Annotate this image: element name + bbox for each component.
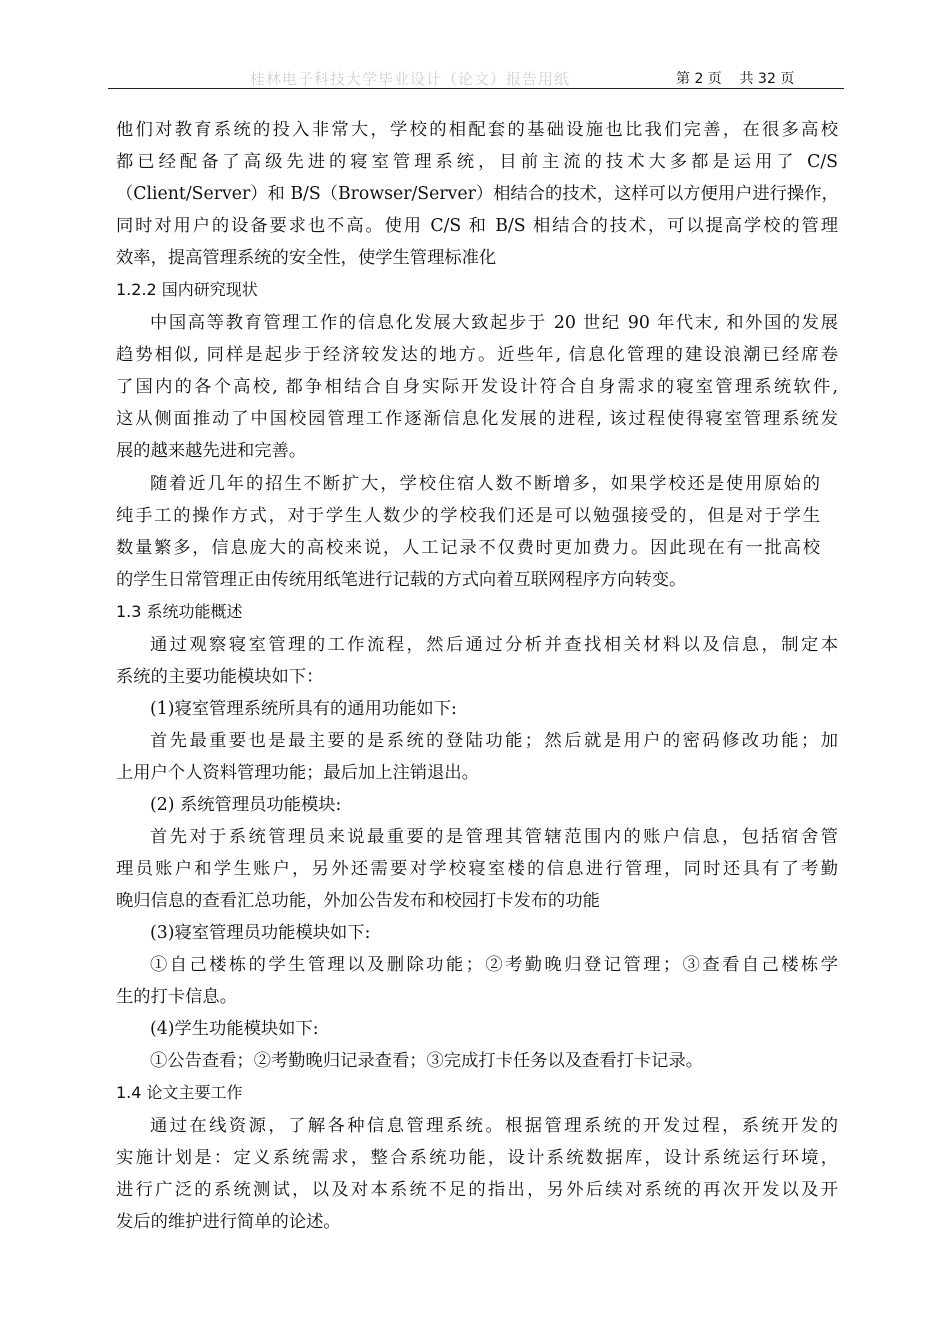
list-item-title: (1)寝室管理系统所具有的通用功能如下:	[150, 699, 457, 719]
text-line: 同时对用户的设备要求也不高。使用 C/S 和 B/S 相结合的技术，可以提高学校的管理	[116, 216, 838, 236]
text-line: 纯手工的操作方式，对于学生人数少的学校我们还是可以勉强接受的，但是对于学生	[116, 506, 820, 526]
text-line: 上用户个人资料管理功能；最后加上注销退出。	[116, 763, 479, 783]
text-line: 系统的主要功能模块如下：	[116, 667, 324, 687]
list-item-title: (2) 系统管理员功能模块:	[150, 795, 342, 815]
text-line: 实施计划是：定义系统需求，整合系统功能，设计系统数据库，设计系统运行环境，	[116, 1148, 838, 1168]
text-line: 首先最重要也是最主要的是系统的登陆功能；然后就是用户的密码修改功能；加	[150, 731, 838, 751]
text-line: 趋势相似, 同样是起步于经济较发达的地方。近些年, 信息化管理的建设浪潮已经席卷	[116, 345, 838, 365]
text-line: 首先对于系统管理员来说最重要的是管理其管辖范围内的账户信息，包括宿舍管	[150, 827, 838, 847]
text-line: 随着近几年的招生不断扩大，学校住宿人数不断增多，如果学校还是使用原始的	[150, 474, 820, 494]
text-line: 展的越来越先进和完善。	[116, 441, 307, 461]
text-line: 效率，提高管理系统的安全性，使学生管理标准化	[116, 248, 497, 268]
header-school-title: 桂林电子科技大学毕业设计（论文）报告用纸	[250, 70, 571, 88]
text-line: 了国内的各个高校, 都争相结合自身实际开发设计符合自身需求的寝室管理系统软件,	[116, 377, 838, 397]
text-line: 的学生日常管理正由传统用纸笔进行记载的方式向着互联网程序方向转变。	[116, 570, 687, 590]
text-line: 通过在线资源，了解各种信息管理系统。根据管理系统的开发过程，系统开发的	[150, 1116, 838, 1136]
text-line: （Client/Server）和 B/S（Browser/Server）相结合的技术，这样可以方便用户进行操作，	[116, 184, 839, 204]
text-line: ①自己楼栋的学生管理以及删除功能；②考勤晚归登记管理；③查看自己楼栋学	[150, 955, 838, 975]
text-line: 通过观察寝室管理的工作流程，然后通过分析并查找相关材料以及信息，制定本	[150, 635, 838, 655]
section-heading-1-2-2: 1.2.2 国内研究现状	[116, 280, 258, 299]
section-heading-1-3: 1.3 系统功能概述	[116, 602, 243, 621]
header-page-info: 第 2 页 共 32 页	[676, 71, 795, 87]
text-line: 晚归信息的查看汇总功能，外加公告发布和校园打卡发布的功能	[116, 891, 600, 911]
text-line: 这从侧面推动了中国校园管理工作逐渐信息化发展的进程, 该过程使得寝室管理系统发	[116, 409, 838, 429]
list-item-title: (4)学生功能模块如下:	[150, 1019, 319, 1039]
text-line: 发后的维护进行简单的论述。	[116, 1212, 341, 1232]
text-line: 他们对教育系统的投入非常大，学校的相配套的基础设施也比我们完善，在很多高校	[116, 120, 838, 140]
text-line: 数量繁多，信息庞大的高校来说，人工记录不仅费时更加费力。因此现在有一批高校	[116, 538, 820, 558]
page-header	[108, 66, 844, 89]
text-line: 进行广泛的系统测试，以及对本系统不足的指出，另外后续对系统的再次开发以及开	[116, 1180, 838, 1200]
text-line: 生的打卡信息。	[116, 987, 237, 1007]
text-line: ①公告查看；②考勤晚归记录查看；③完成打卡任务以及查看打卡记录。	[150, 1051, 704, 1071]
list-item-title: (3)寝室管理员功能模块如下:	[150, 923, 371, 943]
text-line: 中国高等教育管理工作的信息化发展大致起步于 20 世纪 90 年代末, 和外国的发展	[150, 313, 838, 333]
section-heading-1-4: 1.4 论文主要工作	[116, 1083, 243, 1102]
text-line: 都已经配备了高级先进的寝室管理系统，目前主流的技术大多都是运用了 C/S	[116, 152, 838, 172]
text-line: 理员账户和学生账户，另外还需要对学校寝室楼的信息进行管理，同时还具有了考勤	[116, 859, 838, 879]
